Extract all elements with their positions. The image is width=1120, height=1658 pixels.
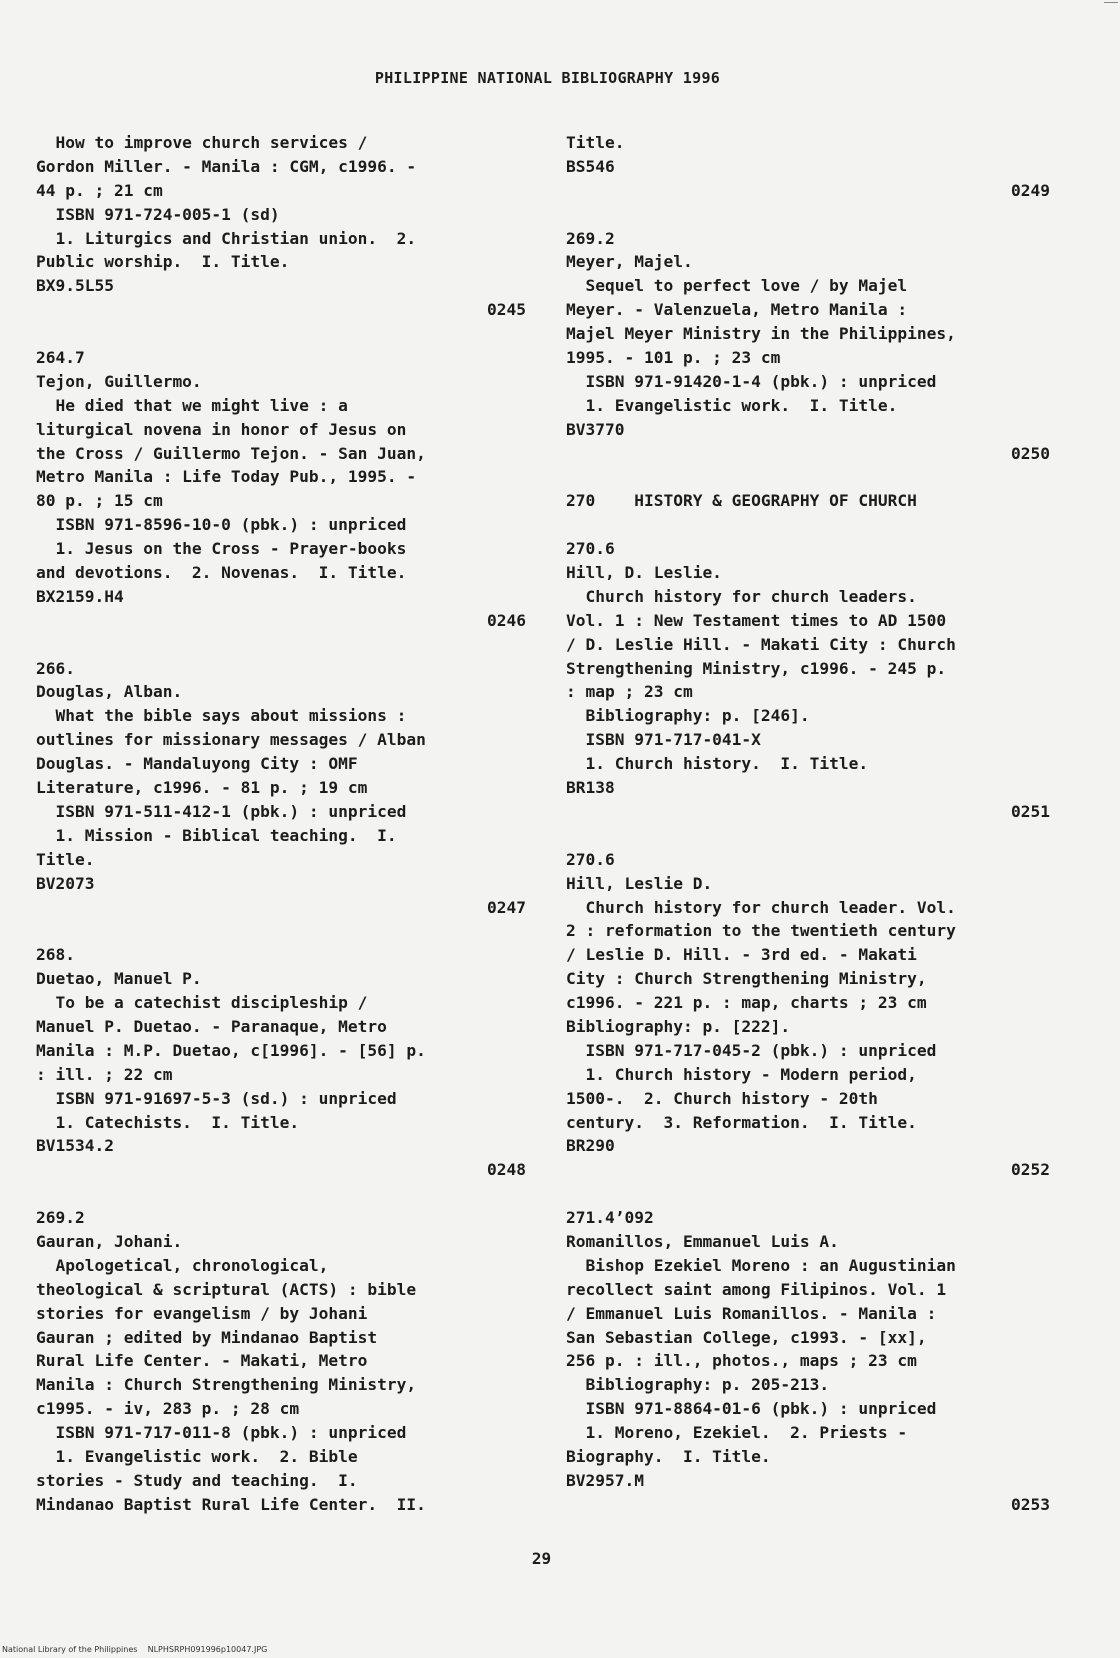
entry-line: century. 3. Reformation. I. Title. xyxy=(566,1112,917,1132)
entry-line: theological & scriptural (ACTS) : bible xyxy=(36,1279,417,1299)
entry-line: ISBN 971-724-005-1 (sd) xyxy=(36,204,280,224)
bibliography-entry xyxy=(36,346,526,657)
bibliography-entry xyxy=(566,489,1050,847)
footer-library: National Library of the Philippines xyxy=(2,1645,138,1654)
entry-line: Gauran ; edited by Mindanao Baptist xyxy=(36,1327,378,1347)
bibliography-entry xyxy=(36,1206,526,1517)
entry-line: Church history for church leader. Vol. xyxy=(566,897,956,917)
entry-line: BS546 xyxy=(566,156,615,176)
entry-line: Duetao, Manuel P. xyxy=(36,969,202,989)
entry-line: To be a catechist discipleship / xyxy=(36,993,368,1013)
entry-gap xyxy=(566,824,1050,848)
entry-gap xyxy=(36,919,526,943)
entry-line: How to improve church services / xyxy=(36,133,368,152)
entry-line: BV3770 xyxy=(566,419,625,439)
entry-line: ISBN 971-8864-01-6 (pbk.) : unpriced xyxy=(566,1399,937,1419)
entry-gap xyxy=(36,322,526,346)
entry-line: Douglas, Alban. xyxy=(36,682,183,702)
entry-line: Title. xyxy=(566,133,625,152)
entry-line: 270.6 xyxy=(566,849,615,869)
entry-line: Biography. I. Title. xyxy=(566,1446,771,1466)
entry-line: BV2073 xyxy=(36,873,95,893)
entry-gap xyxy=(36,633,526,657)
entry-line: ISBN 971-717-045-2 (pbk.) : unpriced xyxy=(566,1040,937,1060)
entry-line: San Sebastian College, c1993. - [xx], xyxy=(566,1327,927,1347)
entry-line: Gauran, Johani. xyxy=(36,1231,183,1251)
entry-line: 1995. - 101 p. ; 23 cm xyxy=(566,348,781,368)
corner-mark xyxy=(1104,2,1118,9)
entry-line: Bibliography: p. [222]. xyxy=(566,1016,791,1036)
entry-gap xyxy=(36,1182,526,1206)
entry-line: Literature, c1996. - 81 p. ; 19 cm xyxy=(36,778,368,798)
entry-number: 0252 xyxy=(1011,1160,1050,1180)
entry-line: ISBN 971-91697-5-3 (sd.) : unpriced xyxy=(36,1088,397,1108)
entry-line: : map ; 23 cm xyxy=(566,682,693,702)
entry-line: Manuel P. Duetao. - Paranaque, Metro xyxy=(36,1016,387,1036)
bibliography-entry xyxy=(36,131,526,346)
entry-line: 270 HISTORY & GEOGRAPHY OF CHURCH xyxy=(566,491,917,511)
bibliography-entry xyxy=(566,1206,1050,1517)
entry-line: Manila : Church Strengthening Ministry, xyxy=(36,1375,417,1395)
entry-line: Meyer. - Valenzuela, Metro Manila : xyxy=(566,300,908,320)
entry-line: ISBN 971-717-011-8 (pbk.) : unpriced xyxy=(36,1423,407,1443)
entry-line: BV2957.M xyxy=(566,1470,644,1490)
entry-line: 268. xyxy=(36,945,75,965)
entry-line: 1. Evangelistic work. 2. Bible xyxy=(36,1446,358,1466)
entry-line: Church history for church leaders. xyxy=(566,586,917,606)
footer xyxy=(2,1645,267,1654)
footer-filename: NLPHSRPH091996p10047.JPG xyxy=(147,1645,268,1654)
entry-line: stories - Study and teaching. I. xyxy=(36,1470,358,1490)
entry-line: Meyer, Majel. xyxy=(566,252,693,272)
entry-line: 1. Church history - Modern period, xyxy=(566,1064,917,1084)
entry-gap xyxy=(566,203,1050,227)
entry-line: Title. xyxy=(36,849,95,869)
entry-line: outlines for missionary messages / Alban xyxy=(36,730,426,750)
page-header: PHILIPPINE NATIONAL BIBLIOGRAPHY 1996 xyxy=(374,69,721,87)
entry-line: / Emmanuel Luis Romanillos. - Manila : xyxy=(566,1303,937,1323)
entry-number: 0245 xyxy=(487,300,526,320)
entry-line: Gordon Miller. - Manila : CGM, c1996. - xyxy=(36,156,417,176)
entry-line: 266. xyxy=(36,658,75,678)
bibliography-entry xyxy=(566,131,1050,227)
entry-line: c1995. - iv, 283 p. ; 28 cm xyxy=(36,1399,300,1419)
entry-line: Strengthening Ministry, c1996. - 245 p. xyxy=(566,658,947,678)
entry-line: 1. Jesus on the Cross - Prayer-books xyxy=(36,539,407,559)
bibliography-entry xyxy=(566,227,1050,490)
entry-line: ISBN 971-511-412-1 (pbk.) : unpriced xyxy=(36,801,407,821)
entry-line: Majel Meyer Ministry in the Philippines, xyxy=(566,324,956,344)
entry-line: 270.6 xyxy=(566,539,615,559)
entry-number: 0249 xyxy=(1011,180,1050,200)
entry-line: / D. Leslie Hill. - Makati City : Church xyxy=(566,634,956,654)
entry-line: 1. Evangelistic work. I. Title. xyxy=(566,395,898,415)
entry-line: Metro Manila : Life Today Pub., 1995. - xyxy=(36,467,417,487)
entry-line xyxy=(566,513,1050,537)
entry-line: 1500-. 2. Church history - 20th xyxy=(566,1088,878,1108)
entry-line: 1. Church history. I. Title. xyxy=(566,754,869,774)
entry-line: BV1534.2 xyxy=(36,1136,114,1156)
left-column xyxy=(36,131,526,1517)
entry-line: Apologetical, chronological, xyxy=(36,1255,329,1275)
entry-line: What the bible says about missions : xyxy=(36,706,407,726)
entry-line: He died that we might live : a xyxy=(36,395,348,415)
entry-line: ISBN 971-91420-1-4 (pbk.) : unpriced xyxy=(566,371,937,391)
entry-line: BX9.5L55 xyxy=(36,276,114,296)
entry-line: 2 : reformation to the twentieth century xyxy=(566,921,956,941)
page-number: 29 xyxy=(531,1549,552,1568)
entry-line: / Leslie D. Hill. - 3rd ed. - Makati xyxy=(566,945,917,965)
entry-line: Romanillos, Emmanuel Luis A. xyxy=(566,1231,839,1251)
entry-line: Hill, D. Leslie. xyxy=(566,563,722,583)
entry-line: recollect saint among Filipinos. Vol. 1 xyxy=(566,1279,947,1299)
entry-number: 0247 xyxy=(487,897,526,917)
entry-line: Bibliography: p. 205-213. xyxy=(566,1375,830,1395)
entry-line: the Cross / Guillermo Tejon. - San Juan, xyxy=(36,443,426,463)
entry-line: 44 p. ; 21 cm xyxy=(36,180,163,200)
entry-line: 256 p. : ill., photos., maps ; 23 cm xyxy=(566,1351,917,1371)
entry-line: BR138 xyxy=(566,778,615,798)
right-column xyxy=(566,131,1050,1517)
entry-line: ISBN 971-8596-10-0 (pbk.) : unpriced xyxy=(36,515,407,535)
entry-line: Bishop Ezekiel Moreno : an Augustinian xyxy=(566,1255,956,1275)
entry-number: 0248 xyxy=(487,1160,526,1180)
entry-line: 264.7 xyxy=(36,348,85,368)
entry-line: stories for evangelism / by Johani xyxy=(36,1303,368,1323)
bibliography-entry xyxy=(566,848,1050,1206)
entry-line: and devotions. 2. Novenas. I. Title. xyxy=(36,563,407,583)
entry-line: BX2159.H4 xyxy=(36,586,124,606)
entry-line: Public worship. I. Title. xyxy=(36,252,290,272)
entry-line: City : Church Strengthening Ministry, xyxy=(566,969,927,989)
entry-line: ISBN 971-717-041-X xyxy=(566,730,761,750)
bibliography-entry xyxy=(36,943,526,1206)
entry-number: 0246 xyxy=(487,610,526,630)
entry-line: Rural Life Center. - Makati, Metro xyxy=(36,1351,368,1371)
entry-line: : ill. ; 22 cm xyxy=(36,1064,173,1084)
entry-gap xyxy=(566,1182,1050,1206)
entry-line: Bibliography: p. [246]. xyxy=(566,706,810,726)
entry-line: c1996. - 221 p. : map, charts ; 23 cm xyxy=(566,993,927,1013)
entry-line: Mindanao Baptist Rural Life Center. II. xyxy=(36,1494,426,1514)
entry-line: 269.2 xyxy=(36,1208,85,1228)
entry-gap xyxy=(566,465,1050,489)
entry-line: 271.4’092 xyxy=(566,1208,654,1228)
entry-number: 0251 xyxy=(1011,801,1050,821)
entry-line: Hill, Leslie D. xyxy=(566,873,713,893)
entry-line: Vol. 1 : New Testament times to AD 1500 xyxy=(566,610,947,630)
entry-line: Manila : M.P. Duetao, c[1996]. - [56] p. xyxy=(36,1040,426,1060)
entry-line: 1. Moreno, Ezekiel. 2. Priests - xyxy=(566,1423,908,1443)
entry-line: 80 p. ; 15 cm xyxy=(36,491,163,511)
entry-line: BR290 xyxy=(566,1136,615,1156)
entry-line: Tejon, Guillermo. xyxy=(36,371,202,391)
entry-line: 1. Mission - Biblical teaching. I. xyxy=(36,825,397,845)
entry-line: liturgical novena in honor of Jesus on xyxy=(36,419,407,439)
bibliography-entry xyxy=(36,657,526,944)
entry-line: 269.2 xyxy=(566,228,615,248)
entry-line: Sequel to perfect love / by Majel xyxy=(566,276,908,296)
entry-line: Douglas. - Mandaluyong City : OMF xyxy=(36,754,358,774)
entry-line: 1. Liturgics and Christian union. 2. xyxy=(36,228,417,248)
entry-number: 0250 xyxy=(1011,443,1050,463)
entry-line: 1. Catechists. I. Title. xyxy=(36,1112,300,1132)
entry-number: 0253 xyxy=(1011,1494,1050,1514)
